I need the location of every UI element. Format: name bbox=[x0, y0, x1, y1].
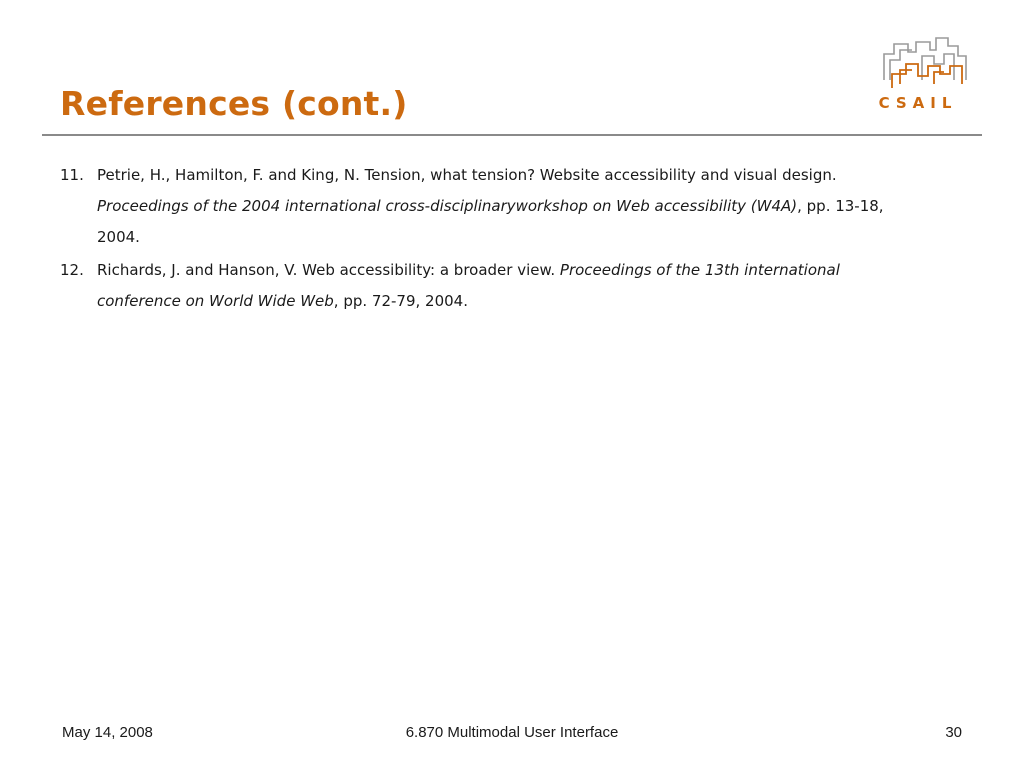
footer-page-number: 30 bbox=[945, 724, 962, 741]
logo-wordmark: CSAIL bbox=[878, 94, 958, 112]
reference-item bbox=[60, 255, 920, 317]
footer-course-title: 6.870 Multimodal User Interface bbox=[405, 724, 619, 741]
reference-pages-year: , pp. 72-79, 2004. bbox=[333, 292, 468, 310]
reference-list bbox=[60, 160, 920, 319]
slide-title: References (cont.) bbox=[60, 84, 408, 123]
footer-date: May 14, 2008 bbox=[62, 724, 153, 741]
reference-item bbox=[60, 160, 920, 253]
reference-pages-year: , pp. 13-18, 2004. bbox=[97, 197, 884, 246]
csail-logo bbox=[878, 30, 988, 114]
reference-venue: Proceedings of the 2004 international cross-disciplinaryworkshop on Web accessibility (W4A) bbox=[97, 197, 798, 215]
reference-number: 11. bbox=[60, 166, 84, 184]
reference-authors-title: Petrie, H., Hamilton, F. and King, N. Tension, what tension? Website accessibility and visual design. bbox=[97, 166, 837, 184]
reference-authors-title: Richards, J. and Hanson, V. Web accessibility: a broader view. bbox=[97, 261, 560, 279]
title-divider bbox=[42, 134, 982, 136]
reference-number: 12. bbox=[60, 261, 84, 279]
reference-venue: Proceedings of the 13th international conference on World Wide Web bbox=[97, 261, 840, 310]
